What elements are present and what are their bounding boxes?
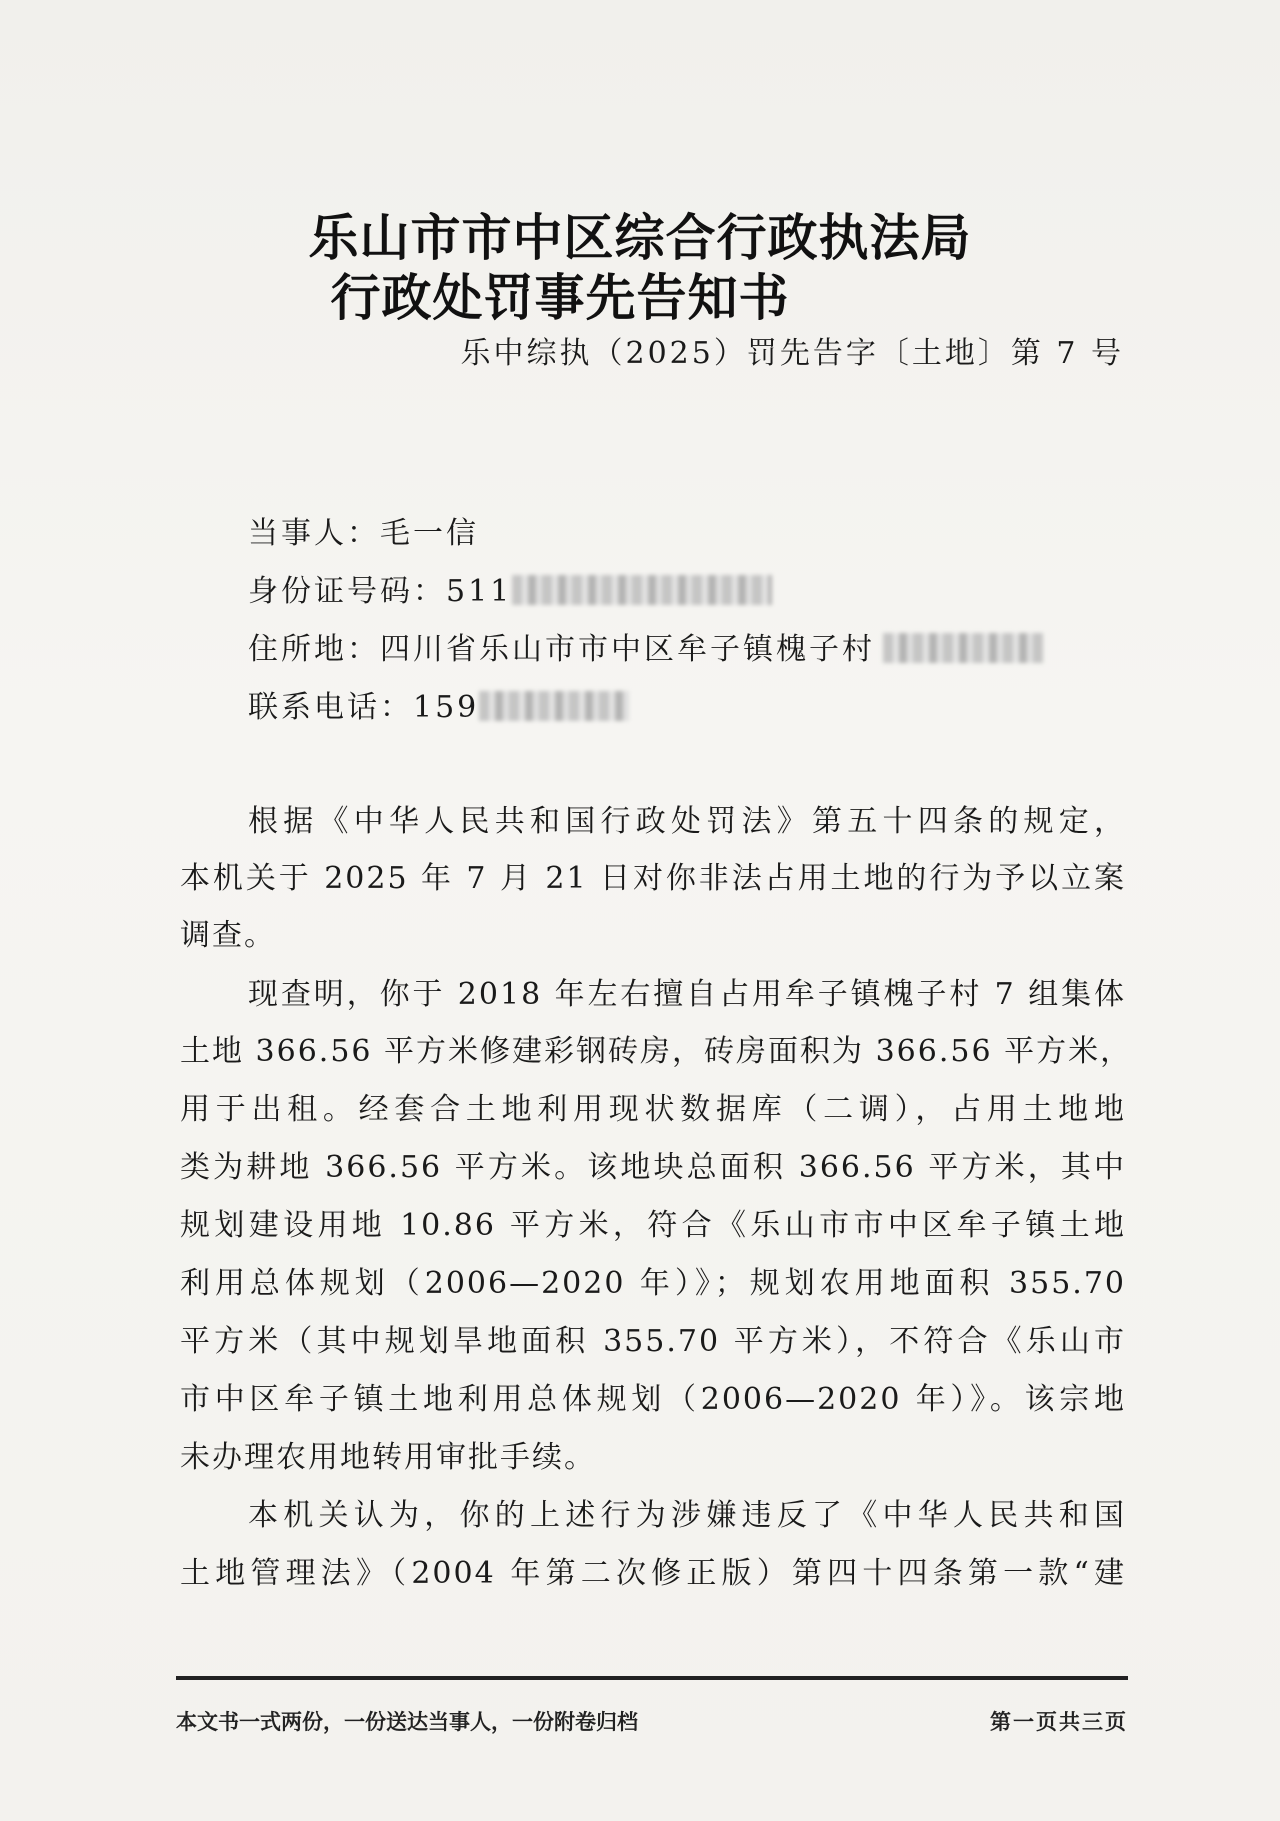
party-phone-label: 联系电话： bbox=[248, 690, 413, 725]
body-line: 类为耕地 366.56 平方米。该地块总面积 366.56 平方米，其中 bbox=[180, 1150, 1126, 1185]
body-line: 规划建设用地 10.86 平方米，符合《乐山市市中区牟子镇土地 bbox=[180, 1208, 1126, 1243]
body-line: 土地管理法》（2004 年第二次修正版）第四十四条第一款“建 bbox=[180, 1556, 1126, 1591]
footer-note: 本文书一式两份，一份送达当事人，一份附卷归档 bbox=[176, 1710, 638, 1734]
redacted-address-mask bbox=[883, 633, 1043, 663]
party-address-value: 四川省乐山市市中区牟子镇槐子村 bbox=[380, 632, 875, 667]
party-phone-row bbox=[248, 682, 629, 726]
body-line: 根据《中华人民共和国行政处罚法》第五十四条的规定， bbox=[248, 804, 1126, 839]
footer-divider bbox=[176, 1676, 1128, 1680]
document-number: 乐中综执（2025）罚先告字〔土地〕第 7 号 bbox=[460, 336, 1124, 371]
party-id-value: 511 bbox=[446, 574, 513, 609]
body-line: 利用总体规划（2006—2020 年）》；规划农用地面积 355.70 bbox=[180, 1266, 1126, 1301]
party-name-value: 毛一信 bbox=[380, 516, 479, 551]
body-line: 本机关认为，你的上述行为涉嫌违反了《中华人民共和国 bbox=[248, 1498, 1126, 1533]
party-name-label: 当事人： bbox=[248, 516, 380, 551]
party-id-label: 身份证号码： bbox=[248, 574, 446, 609]
body-line: 用于出租。经套合土地利用现状数据库（二调），占用土地地 bbox=[180, 1092, 1126, 1127]
party-phone-value: 159 bbox=[413, 690, 480, 725]
body-line: 市中区牟子镇土地利用总体规划（2006—2020 年）》。该宗地 bbox=[180, 1382, 1126, 1417]
body-line: 本机关于 2025 年 7 月 21 日对你非法占用土地的行为予以立案 bbox=[180, 861, 1126, 896]
body-line: 土地 366.56 平方米修建彩钢砖房，砖房面积为 366.56 平方米， bbox=[180, 1034, 1133, 1069]
redacted-id-mask bbox=[512, 575, 772, 605]
page-indicator: 第一页共三页 bbox=[990, 1710, 1128, 1734]
page-title: 乐山市市中区综合行政执法局 bbox=[308, 208, 972, 267]
party-address-label: 住所地： bbox=[248, 632, 380, 667]
redacted-phone-mask bbox=[479, 691, 629, 721]
body-line: 现查明，你于 2018 年左右擅自占用牟子镇槐子村 7 组集体 bbox=[248, 977, 1126, 1012]
party-id-row bbox=[248, 566, 772, 610]
body-line: 未办理农用地转用审批手续。 bbox=[180, 1440, 596, 1475]
body-line: 调查。 bbox=[180, 918, 276, 953]
party-name-row bbox=[248, 508, 479, 552]
body-line: 平方米（其中规划旱地面积 355.70 平方米），不符合《乐山市 bbox=[180, 1324, 1126, 1359]
document-type-title: 行政处罚事先告知书 bbox=[330, 268, 790, 327]
party-address-row bbox=[248, 624, 1043, 668]
